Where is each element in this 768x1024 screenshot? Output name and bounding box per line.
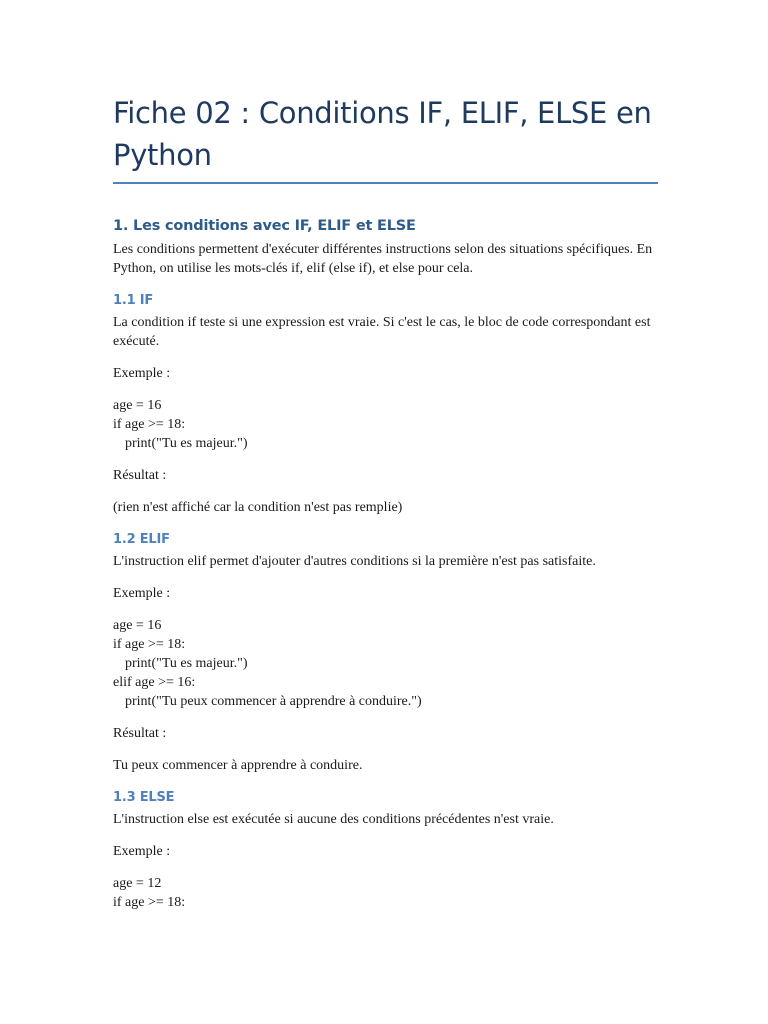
code-line: if age >= 18:: [113, 637, 186, 652]
else-code-block: [113, 874, 658, 912]
code-line: print("Tu peux commencer à apprendre à conduire."): [125, 694, 422, 709]
code-line: if age >= 18:: [113, 895, 186, 910]
else-description: L'instruction else est exécutée si aucune des conditions précédentes n'est vraie.: [113, 812, 554, 827]
code-line: if age >= 18:: [113, 417, 186, 432]
if-description: La condition if teste si une expression est vraie. Si c'est le cas, le bloc de code correspondant est exécuté.: [113, 315, 651, 349]
subsection-heading-if: 1.1 IF: [113, 293, 154, 308]
if-result-label: Résultat :: [113, 468, 167, 483]
elif-result-label: Résultat :: [113, 726, 167, 741]
elif-code-block: [113, 616, 658, 711]
if-result: (rien n'est affiché car la condition n'est pas remplie): [113, 500, 403, 515]
elif-result: Tu peux commencer à apprendre à conduire.: [113, 758, 363, 773]
else-example-label: Exemple :: [113, 844, 171, 859]
if-code-block: [113, 396, 658, 453]
title-divider: [113, 182, 658, 184]
section-intro: Les conditions permettent d'exécuter différentes instructions selon des situations spécifiques. En Python, on utilise les mots-clés if, elif (else if), et else pour cela.: [113, 242, 653, 276]
elif-example-label: Exemple :: [113, 586, 171, 601]
subsection-heading-elif: 1.2 ELIF: [113, 532, 170, 547]
code-line: age = 16: [113, 398, 162, 413]
code-line: print("Tu es majeur."): [125, 656, 248, 671]
code-line: print("Tu es majeur."): [125, 436, 248, 451]
code-line: elif age >= 16:: [113, 675, 196, 690]
document-title: Fiche 02 : Conditions IF, ELIF, ELSE en Python: [113, 96, 652, 172]
code-line: age = 12: [113, 876, 162, 891]
section-heading-conditions: 1. Les conditions avec IF, ELIF et ELSE: [113, 218, 416, 234]
document-page: [113, 92, 658, 925]
code-line: age = 16: [113, 618, 162, 633]
if-example-label: Exemple :: [113, 366, 171, 381]
subsection-heading-else: 1.3 ELSE: [113, 790, 175, 805]
elif-description: L'instruction elif permet d'ajouter d'autres conditions si la première n'est pas satisfaite.: [113, 554, 596, 569]
